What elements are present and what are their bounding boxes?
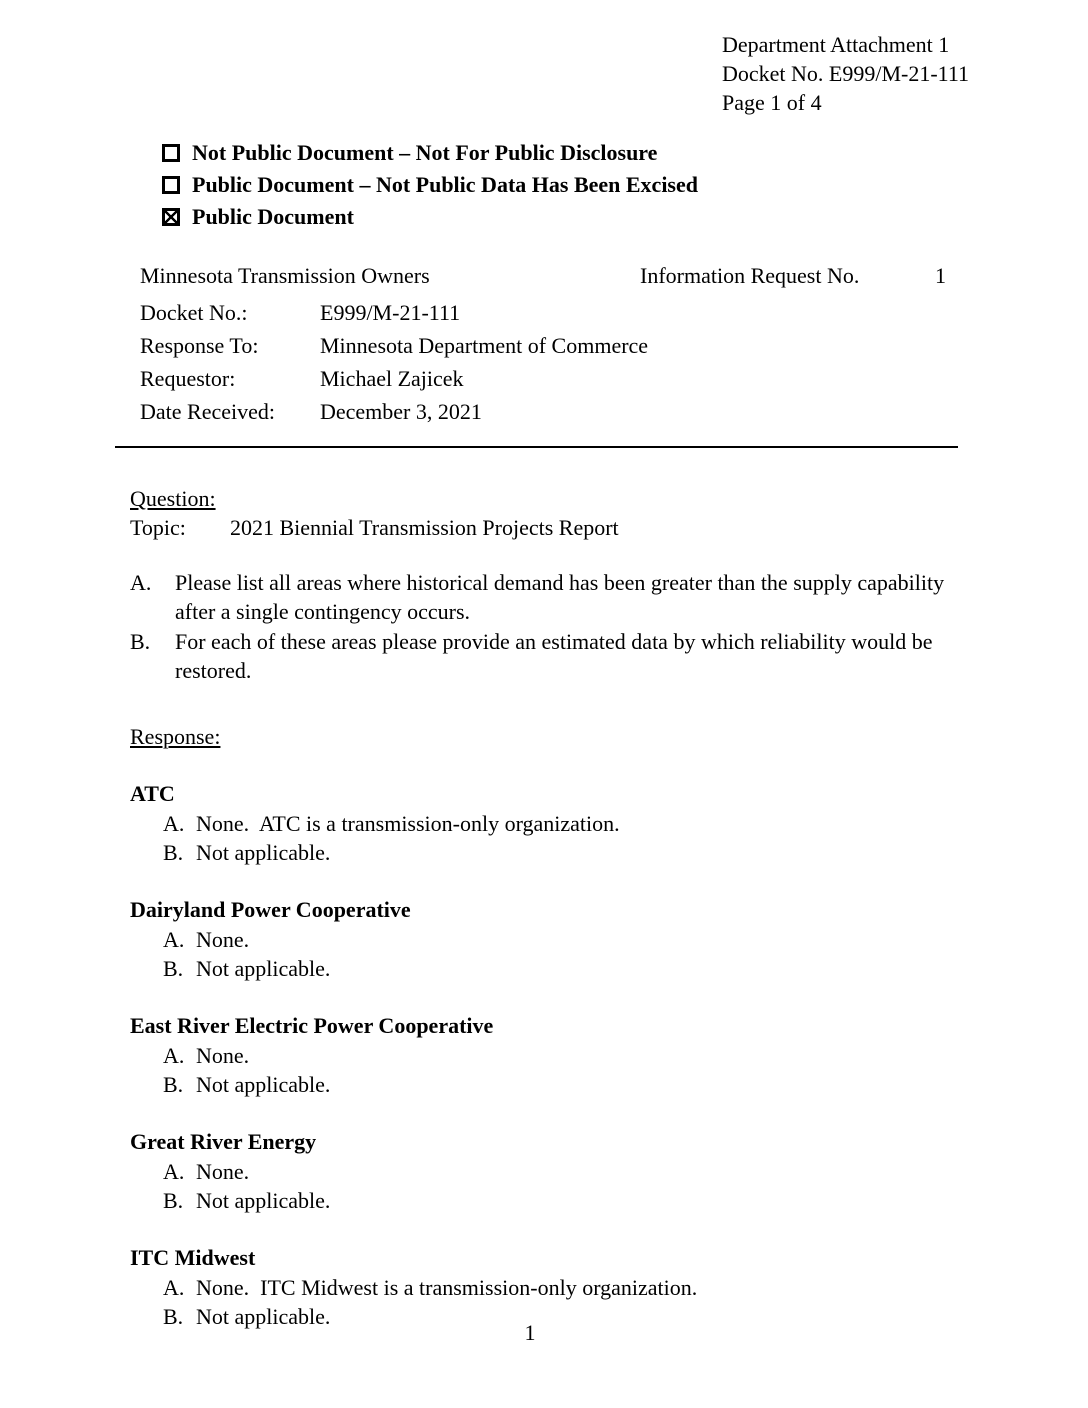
item-text: For each of these areas please provide an estimated data by which reliability would be restored. [175,629,939,683]
question-item-b [130,627,958,685]
info-row-value: Minnesota Department of Commerce [320,333,649,358]
checkbox-checked-icon[interactable] [162,208,180,226]
response-item [163,838,958,867]
item-text: Not applicable. [196,1072,331,1097]
response-item [163,1273,958,1302]
item-marker: B. [163,1304,184,1329]
info-row-value: December 3, 2021 [320,399,482,424]
request-info-top-row [140,259,958,292]
checkbox-label: Not Public Document – Not For Public Disclosure [192,140,658,165]
response-item [163,925,958,954]
item-marker: B. [163,1072,184,1097]
checkbox-label: Public Document [192,204,354,229]
response-section-dairyland [130,895,958,983]
information-request-label: Information Request No. [640,263,860,288]
response-item [163,1070,958,1099]
response-item [163,1186,958,1215]
item-marker: A. [163,1159,185,1184]
item-text: Not applicable. [196,956,331,981]
page-number: 1 [524,1320,536,1345]
info-row-label: Date Received: [140,399,275,424]
item-marker: B. [130,629,151,654]
item-marker: A. [163,1275,185,1300]
item-marker: A. [163,1043,185,1068]
request-info-rows [140,296,958,428]
response-section-itc-midwest [130,1243,958,1331]
topic-row [130,513,958,542]
classification-option-not-public [162,137,958,169]
topic-label: Topic: [130,515,186,540]
company-name: ATC [130,781,175,806]
item-text: None. [196,927,250,952]
item-text: Not applicable. [196,1304,331,1329]
question-section [130,484,958,685]
classification-checkbox-group [162,137,958,233]
item-marker: A. [130,570,152,595]
checkbox-label: Public Document – Not Public Data Has Been Excised [192,172,698,197]
response-item [163,1041,958,1070]
question-items [130,568,958,685]
item-text: None. ITC Midwest is a transmission-only organization. [196,1275,698,1300]
checkbox-unchecked-icon[interactable] [162,176,180,194]
info-row-label: Requestor: [140,366,236,391]
company-name: Great River Energy [130,1129,317,1154]
response-section-atc [130,779,958,867]
response-item [163,1157,958,1186]
item-marker: B. [163,1188,184,1213]
question-heading: Question: [130,486,216,511]
item-marker: B. [163,840,184,865]
topic-value: 2021 Biennial Transmission Projects Report [230,515,619,540]
item-text: Please list all areas where historical demand has been greater than the supply capability after a single contingency occurs. [175,570,950,624]
document-header [722,30,970,117]
info-row-value: E999/M-21-111 [320,300,461,325]
company-name: Dairyland Power Cooperative [130,897,411,922]
header-page-line: Page 1 of 4 [722,90,822,115]
item-marker: B. [163,956,184,981]
item-marker: A. [163,811,185,836]
header-docket-line: Docket No. E999/M-21-111 [722,61,970,86]
question-item-a [130,568,958,626]
info-row-label: Response To: [140,333,259,358]
response-section [130,722,958,1331]
response-section-great-river [130,1127,958,1215]
item-text: Not applicable. [196,1188,331,1213]
item-text: None. [196,1043,250,1068]
divider-rule [115,446,958,448]
company-name: East River Electric Power Cooperative [130,1013,494,1038]
item-text: None. [196,1159,250,1184]
company-name: ITC Midwest [130,1245,256,1270]
response-section-east-river [130,1011,958,1099]
item-marker: A. [163,927,185,952]
information-request-number: 1 [935,263,946,288]
response-heading: Response: [130,724,221,749]
info-row-value: Michael Zajicek [320,366,464,391]
classification-option-public-excised [162,169,958,201]
response-item [163,809,958,838]
response-item [163,954,958,983]
item-text: Not applicable. [196,840,331,865]
organization-name: Minnesota Transmission Owners [140,263,430,288]
header-attachment-line: Department Attachment 1 [722,32,950,57]
info-row-label: Docket No.: [140,300,248,325]
checkbox-unchecked-icon[interactable] [162,144,180,162]
classification-option-public [162,201,958,233]
request-info-table [140,259,958,428]
item-text: None. ATC is a transmission-only organization. [196,811,620,836]
